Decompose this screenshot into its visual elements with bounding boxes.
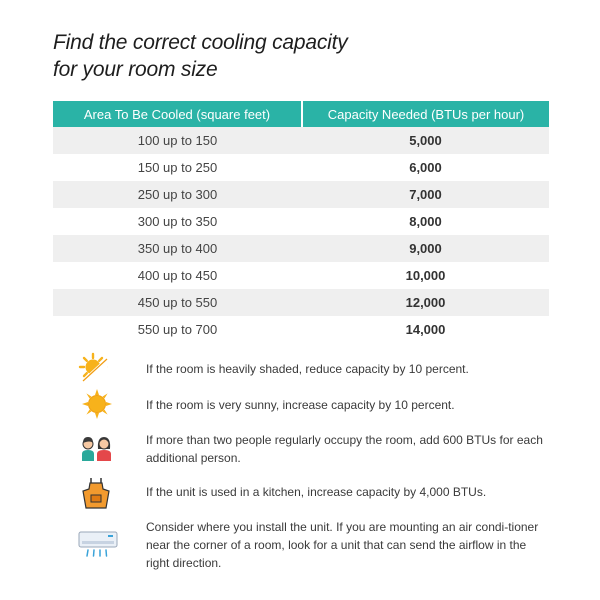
note-kitchen: If the unit is used in a kitchen, increase capacity by 4,000 BTUs.	[146, 485, 487, 499]
sun-icon	[81, 388, 113, 420]
capacity-cell: 5,000	[302, 127, 549, 154]
capacity-cell: 10,000	[302, 262, 549, 289]
title-line-2: for your room size	[53, 58, 218, 81]
area-cell: 350 up to 400	[53, 235, 302, 262]
header-capacity: Capacity Needed (BTUs per hour)	[302, 101, 549, 127]
area-cell: 250 up to 300	[53, 181, 302, 208]
table-row	[53, 262, 549, 289]
table-row	[53, 154, 549, 181]
note-people: If more than two people regularly occupy the room, add 600 BTUs for each additional person.	[146, 433, 543, 465]
table-row	[53, 181, 549, 208]
note-sunny: If the room is very sunny, increase capacity by 10 percent.	[146, 398, 455, 412]
air-conditioner-icon	[78, 530, 118, 558]
page-title	[53, 29, 348, 83]
area-cell: 300 up to 350	[53, 208, 302, 235]
table-header-row	[53, 101, 549, 127]
table-row	[53, 289, 549, 316]
capacity-table	[53, 101, 549, 343]
area-cell: 100 up to 150	[53, 127, 302, 154]
table-row	[53, 208, 549, 235]
capacity-cell: 8,000	[302, 208, 549, 235]
table-row	[53, 127, 549, 154]
capacity-cell: 14,000	[302, 316, 549, 343]
capacity-cell: 12,000	[302, 289, 549, 316]
shaded-sun-icon	[78, 352, 108, 382]
capacity-cell: 7,000	[302, 181, 549, 208]
people-icon	[80, 433, 114, 461]
table-row	[53, 316, 549, 343]
note-placement: Consider where you install the unit. If you are mounting an air condi-tioner near the corner of a room, look for a unit that can send the airflow in the right direction.	[146, 520, 539, 570]
note-shaded: If the room is heavily shaded, reduce capacity by 10 percent.	[146, 362, 469, 376]
chef-apron-icon	[82, 477, 110, 509]
table-row	[53, 235, 549, 262]
capacity-cell: 6,000	[302, 154, 549, 181]
area-cell: 400 up to 450	[53, 262, 302, 289]
area-cell: 550 up to 700	[53, 316, 302, 343]
header-area: Area To Be Cooled (square feet)	[53, 101, 302, 127]
area-cell: 150 up to 250	[53, 154, 302, 181]
title-line-1: Find the correct cooling capacity	[53, 31, 348, 54]
area-cell: 450 up to 550	[53, 289, 302, 316]
capacity-cell: 9,000	[302, 235, 549, 262]
